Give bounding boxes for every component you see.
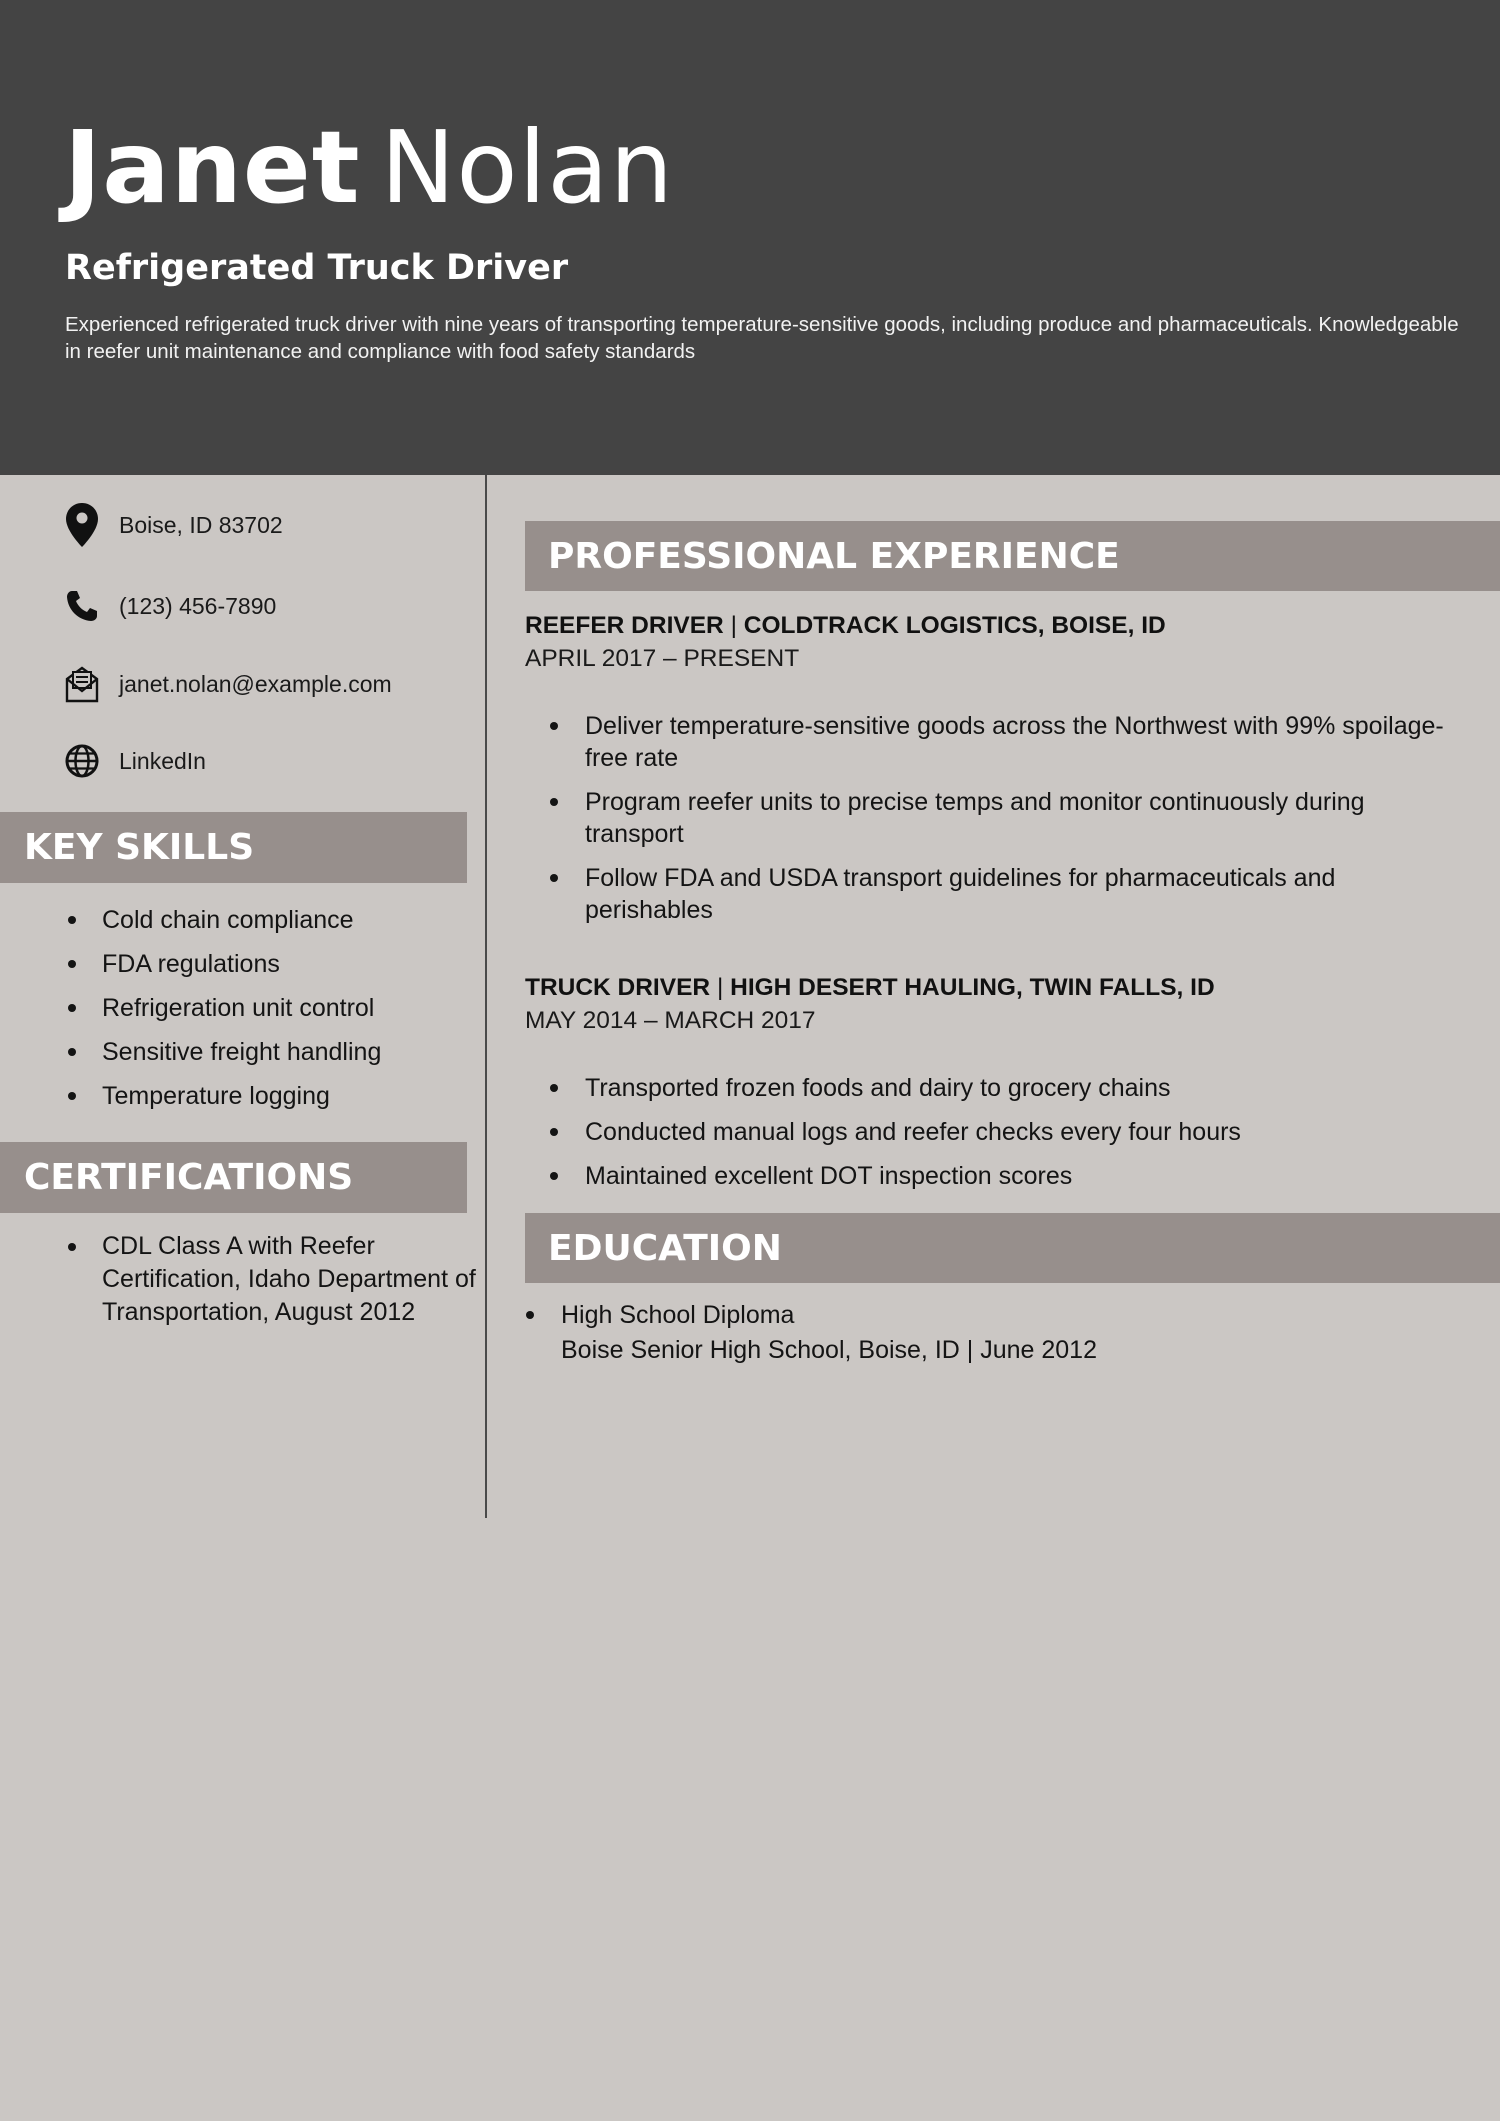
list-item: CDL Class A with Reefer Certification, Idaho Department of Transportation, August 2012 bbox=[64, 1230, 484, 1329]
last-name: Nolan bbox=[380, 109, 674, 226]
job-heading: REEFER DRIVER | COLDTRACK LOGISTICS, BOISE, ID bbox=[525, 612, 1166, 639]
phone-text: (123) 456-7890 bbox=[119, 592, 277, 619]
education-degree: High School Diploma bbox=[561, 1301, 795, 1329]
list-item: Follow FDA and USDA transport guidelines for pharmaceuticals and perishables bbox=[550, 862, 1450, 926]
job-responsibilities bbox=[550, 710, 1450, 938]
list-item: FDA regulations bbox=[64, 942, 381, 986]
education-list bbox=[525, 1298, 1425, 1368]
job-heading: TRUCK DRIVER | HIGH DESERT HAULING, TWIN FALLS, ID bbox=[525, 974, 1215, 1001]
email-icon bbox=[64, 662, 100, 706]
list-item: Refrigeration unit control bbox=[64, 986, 381, 1030]
experience-heading: PROFESSIONAL EXPERIENCE bbox=[525, 521, 1500, 591]
contact-phone bbox=[64, 584, 276, 628]
list-item: Temperature logging bbox=[64, 1074, 381, 1118]
summary: Experienced refrigerated truck driver with nine years of transporting temperature-sensitive goods, including produce and pharmaceuticals. Knowledgeable in reefer unit maintenance and compliance with food safety standards bbox=[65, 313, 1459, 363]
email-link[interactable]: janet.nolan@example.com bbox=[119, 670, 392, 697]
job-responsibilities bbox=[550, 1072, 1450, 1204]
first-name: Janet bbox=[64, 109, 361, 226]
job-role: REEFER DRIVER bbox=[525, 612, 724, 639]
list-item: Sensitive freight handling bbox=[64, 1030, 381, 1074]
list-item: Deliver temperature-sensitive goods across the Northwest with 99% spoilage-free rate bbox=[550, 710, 1450, 774]
list-item: Conducted manual logs and reefer checks every four hours bbox=[550, 1116, 1450, 1148]
contact-linkedin[interactable] bbox=[64, 739, 206, 783]
globe-icon bbox=[64, 739, 100, 783]
key-skills-heading: KEY SKILLS bbox=[0, 812, 467, 883]
certifications-list bbox=[64, 1230, 484, 1329]
education-details: Boise Senior High School, Boise, ID | June 2012 bbox=[561, 1336, 1097, 1364]
job-company: COLDTRACK LOGISTICS, BOISE, ID bbox=[743, 612, 1166, 639]
list-item: Transported frozen foods and dairy to grocery chains bbox=[550, 1072, 1450, 1104]
skills-list bbox=[64, 898, 381, 1118]
phone-icon bbox=[64, 584, 100, 628]
contact-email[interactable] bbox=[64, 662, 392, 706]
job-dates: APRIL 2017 – PRESENT bbox=[525, 645, 800, 672]
location-pin-icon bbox=[64, 503, 100, 547]
candidate-name bbox=[64, 108, 674, 228]
contact-location bbox=[64, 503, 283, 547]
column-divider bbox=[485, 475, 487, 1518]
job-title: Refrigerated Truck Driver bbox=[65, 248, 569, 288]
job-company: HIGH DESERT HAULING, TWIN FALLS, ID bbox=[730, 974, 1215, 1001]
education-heading: EDUCATION bbox=[525, 1213, 1500, 1283]
location-text: Boise, ID 83702 bbox=[119, 511, 283, 538]
list-item: Program reefer units to precise temps and monitor continuously during transport bbox=[550, 786, 1450, 850]
header bbox=[0, 0, 1500, 475]
job-dates: MAY 2014 – MARCH 2017 bbox=[525, 1007, 816, 1034]
list-item bbox=[525, 1298, 1425, 1368]
certifications-heading: CERTIFICATIONS bbox=[0, 1142, 467, 1213]
list-item: Cold chain compliance bbox=[64, 898, 381, 942]
job-role: TRUCK DRIVER bbox=[525, 974, 711, 1001]
list-item: Maintained excellent DOT inspection scores bbox=[550, 1160, 1450, 1192]
linkedin-link[interactable]: LinkedIn bbox=[119, 747, 206, 774]
